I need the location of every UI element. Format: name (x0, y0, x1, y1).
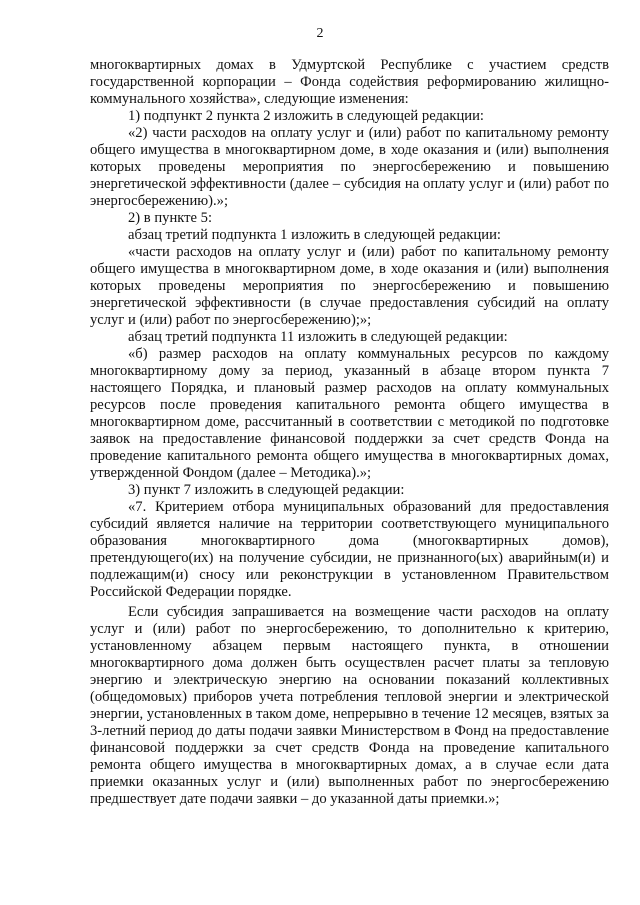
document-body (90, 57, 609, 808)
paragraph-9: 3) пункт 7 изложить в следующей редакции: (128, 482, 405, 498)
page-number: 2 (316, 26, 324, 41)
paragraph-8: «б) размер расходов на оплату коммунальных ресурсов по каждому многоквартирному дому за период, указанный в абзаце втором пункта 7 настоящего Порядка, и плановый размер расходов на оплату коммунальных ресурсов после проведения капитального ремонта общего имущества в многоквартирном доме, рассчитанный в соответствии с методикой по подготовке заявок на предоставление финансовой поддержки за счет средств Фонда на проведение капитального ремонта общего имущества в многоквартирных домах, утвержденной Фондом (далее – Методика).»; (90, 346, 609, 481)
paragraph-7: абзац третий подпункта 11 изложить в следующей редакции: (128, 329, 508, 345)
paragraph-5: абзац третий подпункта 1 изложить в следующей редакции: (128, 227, 501, 243)
paragraph-3: «2) части расходов на оплату услуг и (или) работ по капитальному ремонту общего имущества в многоквартирном доме, в ходе оказания и (или) выполнения которых проведены мероприятия по энергосбережению и повышению энергетической эффективности (далее – субсидия на оплату услуг и (или) работ по энергосбережению).»; (90, 125, 609, 209)
paragraph-11: Если субсидия запрашивается на возмещение части расходов на оплату услуг и (или) работ по энергосбережению, то дополнительно к критерию, установленному абзацем первым настоящего пункта, в отношении многоквартирного дома должен быть осуществлен расчет платы за тепловую энергию и электрическую энергию на основании показаний коллективных (общедомовых) приборов учета потребления тепловой энергии и электрической энергии, установленных в таком доме, непрерывно в течение 12 месяцев, взятых за 3-летний период до даты подачи заявки Министерством в Фонд на предоставление финансовой поддержки за счет средств Фонда на проведение капитального ремонта общего имущества в многоквартирных домах, а в случае если дата приемки оказанных услуг и (или) выполненных работ по энергосбережению предшествует дате подачи заявки – до указанной даты приемки.»; (90, 604, 609, 807)
paragraph-1: многоквартирных домах в Удмуртской Республике с участием средств государственной корпорации – Фонда содействия реформированию жилищно-коммунального хозяйства», следующие изменения: (90, 57, 609, 107)
paragraph-6: «части расходов на оплату услуг и (или) работ по капитальному ремонту общего имущества в многоквартирном доме, в ходе оказания и (или) выполнения которых проведены мероприятия по энергосбережению и повышению энергетической эффективности (в случае предоставления субсидий на оплату услуг и (или) работ по энергосбережению);»; (90, 244, 609, 328)
paragraph-2: 1) подпункт 2 пункта 2 изложить в следующей редакции: (128, 108, 484, 124)
paragraph-4: 2) в пункте 5: (128, 210, 213, 226)
paragraph-10: «7. Критерием отбора муниципальных образований для предоставления субсидий является наличие на территории соответствующего муниципального образования многоквартирного дома (многоквартирных домов), претендующего(их) на получение субсидии, не признанного(ых) аварийным(и) и подлежащим(и) сносу или реконструкции в установленном Правительством Российской Федерации порядке. (90, 499, 609, 600)
